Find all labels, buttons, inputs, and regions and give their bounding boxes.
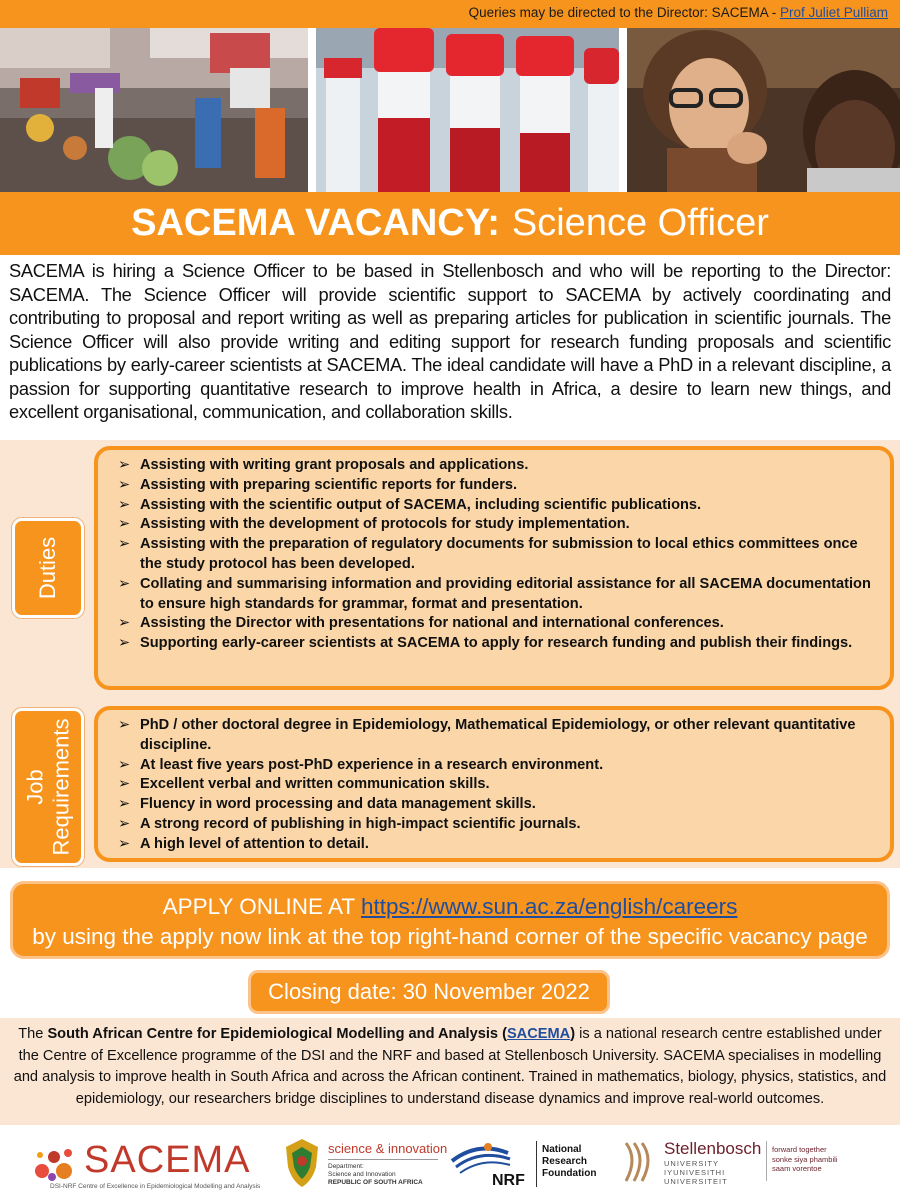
dsi-line2: Science and Innovation [328,1171,396,1178]
queries-line [469,5,888,20]
duty-item: ➢ Collating and summarising information and providing editorial assistance for all SACEMA documentation to ensure high standards for grammar, format and presentation. [114,575,880,615]
requirements-list-box [94,706,894,862]
duty-item: ➢ Supporting early-career scientists at SACEMA to apply for research funding and publish their findings. [114,634,880,654]
nrf-divider [536,1141,537,1187]
stellenbosch-subtitle [664,1159,728,1186]
requirement-item: ➢ A strong record of publishing in high-impact scientific journals. [114,815,880,835]
requirements-heading-line2: Requirements [48,718,74,856]
duties-list-box [94,446,894,690]
stellenbosch-motto [772,1145,837,1174]
dsi-logo [282,1135,448,1193]
careers-link[interactable]: https://www.sun.ac.za/english/careers [361,894,738,919]
intro-paragraph: SACEMA is hiring a Science Officer to be based in Stellenbosch and who will be reporting to the Director: SACEMA. The Science Officer will provide scientific support to SACEMA by actively coordinating and contributing to proposal and report writing as well as preparing articles for publication in scientific journals. The Science Officer will also provide writing and editing support for research funding proposals and scientific publications by early-career scientists at SACEMA. The ideal candidate will have a PhD in a relevant discipline, a passion for supporting quantitative research to improve health in Africa, a desire to learn new things, and excellent organisational, communication, and collaboration skills. [0,255,900,440]
about-paren-open: ( [498,1026,507,1042]
top-bar [0,0,900,28]
sacema-logo [32,1139,272,1195]
dsi-title: science & innovation [328,1141,448,1156]
duty-item: ➢ Assisting the Director with presentations for national and international conferences. [114,614,880,634]
closing-date: Closing date: 30 November 2022 [248,970,610,1014]
footer-logos [0,1125,900,1200]
requirement-item: ➢ A high level of attention to detail. [114,835,880,855]
about-pre: The [18,1026,48,1042]
su-line1: UNIVERSITY [664,1159,720,1168]
duty-item: ➢ Assisting with preparing scientific reports for funders. [114,476,880,496]
su-motto2: sonke siya phambili [772,1154,838,1164]
requirement-item: ➢ Excellent verbal and written communication skills. [114,775,880,795]
nrf-name [542,1144,596,1180]
su-line3: UNIVERSITEIT [664,1177,728,1186]
duty-item: ➢ Assisting with the scientific output of SACEMA, including scientific publications. [114,496,880,516]
dsi-divider [328,1159,438,1160]
nrf-line3: Foundation [542,1168,597,1179]
dsi-line1: Department: [328,1163,364,1170]
dsi-line3: REPUBLIC OF SOUTH AFRICA [328,1179,423,1186]
about-paren-close: ) [570,1026,576,1042]
requirements-heading-line1: Job [22,769,48,805]
stellenbosch-logo [620,1135,890,1195]
nrf-line1: National [542,1144,582,1155]
duties-heading: Duties [34,536,60,600]
sacema-mark-icon [32,1141,78,1185]
requirements-list [114,716,880,855]
queries-prefix: Queries may be directed to the Director: SACEMA - [468,5,780,20]
su-motto1: forward together [772,1145,827,1154]
duties-list [114,456,880,654]
sacema-link[interactable]: SACEMA [506,1026,571,1042]
sacema-tagline: DSI-NRF Centre of Excellence in Epidemiological Modelling and Analysis [50,1183,261,1190]
duties-heading-tab [12,518,84,618]
blood-sample-tubes-photo [316,28,619,192]
nrf-logo [448,1135,618,1193]
apply-prefix: APPLY ONLINE AT [162,894,361,919]
su-motto3: saam vorentoe [772,1164,822,1173]
su-line2: IYUNIVESITHI [664,1168,726,1177]
duty-item: ➢ Assisting with the preparation of regulatory documents for submission to local ethics committees once the study protocol has been developed. [114,535,880,575]
nrf-mark-text: NRF [492,1172,525,1189]
requirements-heading-tab [12,708,84,866]
duty-item: ➢ Assisting with the development of protocols for study implementation. [114,515,880,535]
director-contact-link[interactable]: Prof Juliet Pulliam [779,5,888,20]
su-divider [766,1141,767,1181]
requirement-item: ➢ PhD / other doctoral degree in Epidemiology, Mathematical Epidemiology, or other relevant quantitative discipline. [114,716,880,756]
coat-of-arms-icon [282,1137,322,1189]
researchers-at-computer-photo [627,28,900,192]
nrf-mark-icon [448,1135,536,1191]
nrf-line2: Research [542,1156,588,1167]
sacema-wordmark: SACEMA [84,1139,251,1181]
requirement-item: ➢ At least five years post-PhD experience in a research environment. [114,756,880,776]
vacancy-title [0,192,900,255]
apply-line-1 [13,892,887,922]
requirements-heading [22,719,74,856]
requirement-item: ➢ Fluency in word processing and data management skills. [114,795,880,815]
vacancy-title-bold: SACEMA VACANCY: [131,202,500,244]
duty-item: ➢ Assisting with writing grant proposals and applications. [114,456,880,476]
vacancy-title-position: Science Officer [511,202,769,244]
about-sacema-paragraph [0,1018,900,1125]
about-org-name: South African Centre for Epidemiological Modelling and Analysis [47,1026,499,1042]
stellenbosch-name: Stellenbosch [664,1139,762,1158]
dsi-subtitle [328,1163,423,1187]
about-body: is a national research centre established under the Centre of Excellence programme of the DSI and the NRF and based at Stellenbosch University. SACEMA specialises in modelling and analysis to improve health in South Africa and across the African continent. Trained in mathematics, biology, physics, statistics, and epidemiology, our researchers bridge disciplines to understand disease dynamics and improve real-world outcomes. [13,1026,887,1107]
apply-online-box [10,881,890,959]
apply-line-2: by using the apply now link at the top right-hand corner of the specific vacancy page [32,924,868,949]
african-market-photo [0,28,308,192]
stellenbosch-mark-icon [620,1139,656,1185]
